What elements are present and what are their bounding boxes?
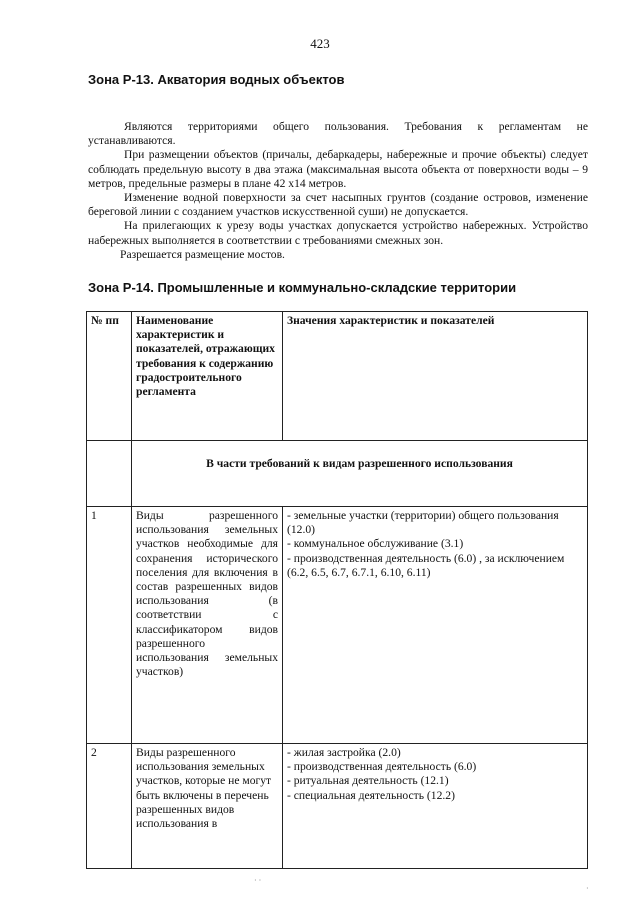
zone-r13-heading: Зона Р-13. Акватория водных объектов bbox=[88, 72, 345, 87]
value-item: - жилая застройка (2.0) bbox=[287, 746, 401, 759]
scan-mark: · bbox=[586, 884, 589, 893]
regulation-table bbox=[86, 311, 588, 869]
zone-r14-heading: Зона Р-14. Промышленные и коммунально-складские территории bbox=[88, 280, 517, 295]
row-num: 2 bbox=[87, 744, 132, 869]
section-empty-cell bbox=[87, 441, 132, 507]
value-item: - ритуальная деятельность (12.1) bbox=[287, 774, 449, 788]
value-item: - специальная деятельность (12.2) bbox=[287, 788, 455, 802]
row-name: Виды разрешенного использования земельных участков необходимые для сохранения исторического поселения для включения в состав разрешенных видов использования (в соответствии с классификатором видов разрешенного использования земельных участков) bbox=[132, 507, 283, 744]
header-num: № пп bbox=[87, 312, 132, 441]
value-item: - земельные участки (территории) общего пользования (12.0) bbox=[287, 509, 559, 537]
paragraph: Изменение водной поверхности за счет насыпных грунтов (создание островов, изменение береговой линии с созданием участков искусственной суши) не допускается. bbox=[88, 191, 588, 219]
paragraph: При размещении объектов (причалы, дебаркадеры, набережные и прочие объекты) следует соблюдать предельную высоту в два этажа (максимальная высота объекта от поверхности воды – 9 метров, предельные размеры в плане 42 х14 метров. bbox=[88, 148, 588, 190]
paragraph: Являются территориями общего пользования. Требования к регламентам не устанавливаются. bbox=[88, 120, 588, 148]
table-section-row bbox=[87, 441, 588, 507]
table-row bbox=[87, 507, 588, 744]
section-title: В части требований к видам разрешенного использования bbox=[132, 441, 588, 507]
paragraph: На прилегающих к урезу воды участках допускается устройство набережных. Устройство набережных выполняется в соответствии с требованиями смежных зон. bbox=[88, 219, 588, 247]
table-header-row bbox=[87, 312, 588, 441]
value-item: - производственная деятельность (6.0) , за исключением (6.2, 6.5, 6.7, 6.7.1, 6.10, 6.11) bbox=[287, 551, 565, 579]
page-number: 423 bbox=[310, 36, 330, 51]
row-name: Виды разрешенного использования земельных участков, которые не могут быть включены в перечень разрешенных видов использования в bbox=[132, 744, 283, 869]
value-item: - коммунальное обслуживание (3.1) bbox=[287, 537, 464, 551]
row-num: 1 bbox=[87, 507, 132, 744]
paragraph: Разрешается размещение мостов. bbox=[120, 247, 285, 261]
header-value: Значения характеристик и показателей bbox=[283, 312, 588, 441]
row-values bbox=[283, 744, 588, 869]
scan-mark: · · bbox=[254, 876, 262, 885]
table-row bbox=[87, 744, 588, 869]
header-name: Наименование характеристик и показателей, отражающих требования к содержанию градостроительного регламента bbox=[132, 312, 283, 441]
value-item: - производственная деятельность (6.0) bbox=[287, 760, 477, 774]
row-values bbox=[283, 507, 588, 744]
zone-r13-text bbox=[88, 120, 588, 262]
